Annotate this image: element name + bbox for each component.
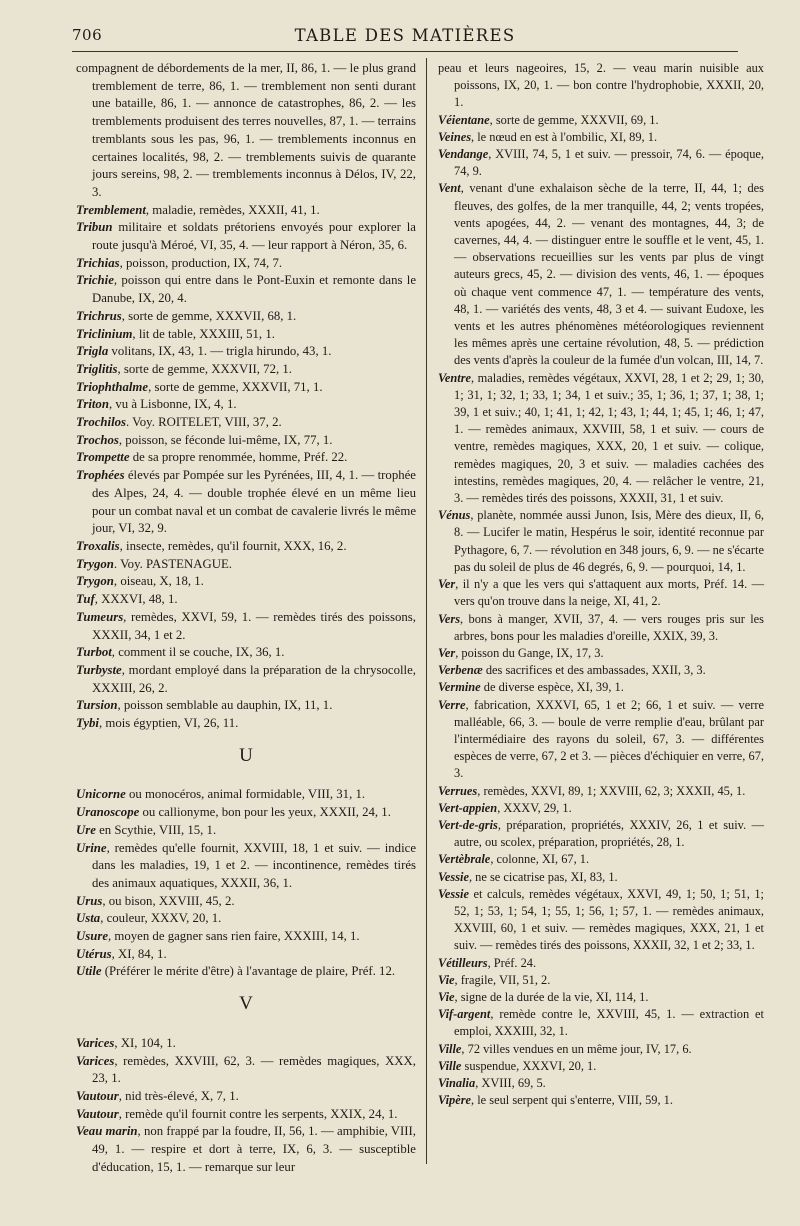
entry-headword: Varices: [76, 1035, 115, 1050]
entry-text: , sorte de gemme, XXXVII, 69, 1.: [489, 112, 659, 127]
entry-text: , sorte de gemme, XXXVII, 72, 1.: [117, 361, 292, 376]
entry-text: , oiseau, X, 18, 1.: [113, 574, 204, 589]
index-entry: [76, 556, 416, 574]
entry-text: , vu à Lisbonne, IX, 4, 1.: [108, 397, 237, 412]
index-entry: [438, 180, 764, 369]
entry-headword: Vert-appien: [438, 800, 498, 815]
entry-headword: Tribun: [76, 220, 113, 235]
entry-text: , remèdes, XXVIII, 62, 3. — remèdes magiques, XXX, 23, 1.: [92, 1053, 416, 1086]
entry-text: , remèdes, XXVI, 89, 1; XXVIII, 62, 3; XXXII, 45, 1.: [477, 783, 746, 798]
index-entry: [76, 910, 416, 928]
entry-headword: Trichias: [76, 255, 120, 270]
running-title: TABLE DES MATIÈRES: [294, 26, 516, 45]
entry-headword: Triophthalme: [76, 379, 149, 394]
left-column: [76, 60, 416, 1176]
entry-text: . Voy. PASTENAGUE.: [113, 556, 232, 571]
entry-text: , remède qu'il fournit contre les serpents, XXIX, 24, 1.: [118, 1106, 398, 1121]
entry-headword: Utérus: [76, 946, 112, 961]
entry-headword: Varices: [76, 1053, 115, 1068]
index-entry: [76, 326, 416, 344]
entry-text: , ne se cicatrise pas, XI, 83, 1.: [468, 869, 618, 884]
index-entry: [438, 800, 764, 817]
entry-headword: Vif-argent: [438, 1007, 491, 1022]
entry-text: des sacrifices et des ambassades, XXII, 3, 3.: [482, 663, 706, 678]
entry-text: , préparation, propriétés, XXXIV, 26, 1 et suiv. — autre, ou scolex, préparation, propriétés, 28, 1.: [454, 817, 764, 850]
entry-headword: Vert-de-gris: [438, 817, 498, 832]
index-entry: [76, 928, 416, 946]
entry-text: , remède contre le, XXVIII, 45, 1. — extraction et emploi, XXXIII, 32, 1.: [454, 1007, 764, 1039]
entry-headword: Verbenæ: [438, 663, 483, 678]
index-entry: [76, 697, 416, 715]
index-entry: [76, 432, 416, 450]
index-entry: [76, 946, 416, 964]
index-entry: [438, 851, 764, 868]
entry-text: , insecte, remèdes, qu'il fournit, XXX, 16, 2.: [119, 538, 347, 553]
index-entry: [438, 645, 764, 662]
entry-text: , mordant employé dans la préparation de la chrysocolle, XXXIII, 26, 2.: [92, 662, 416, 695]
entry-headword: Veines: [438, 129, 472, 144]
entry-headword: Troxalis: [76, 538, 120, 553]
entry-text: , comment il se couche, IX, 36, 1.: [111, 645, 285, 660]
index-entry: [438, 507, 764, 576]
entry-headword: Verrues: [438, 783, 478, 798]
index-entry: [438, 972, 764, 989]
entry-text: , poisson, production, IX, 74, 7.: [119, 255, 283, 270]
index-entry: [76, 786, 416, 804]
entry-headword: Tuf: [76, 592, 95, 607]
entry-headword: Vessie: [438, 869, 469, 884]
column-divider: [426, 58, 427, 1164]
entry-text: , lit de table, XXXIII, 51, 1.: [132, 326, 275, 341]
entry-text: en Scythie, VIII, 15, 1.: [95, 822, 217, 837]
entry-headword: Véientane: [438, 112, 490, 127]
entry-headword: Tybi: [76, 716, 99, 731]
entry-headword: Vautour: [76, 1106, 119, 1121]
entry-headword: Tursion: [76, 698, 118, 713]
entry-text: , XI, 104, 1.: [114, 1035, 176, 1050]
entry-text: , colonne, XI, 67, 1.: [490, 852, 590, 867]
right-column: [438, 60, 764, 1109]
entry-headword: Urine: [76, 840, 107, 855]
entry-text: , poisson qui entre dans le Pont-Euxin et remonte dans le Danube, IX, 20, 4.: [92, 273, 416, 306]
index-entry: [76, 272, 416, 307]
index-entry: [76, 1088, 416, 1106]
entry-text: , XVIII, 69, 5.: [475, 1075, 546, 1090]
index-entry: [438, 697, 764, 783]
entry-headword: Uranoscope: [76, 805, 140, 820]
index-entry: [438, 679, 764, 696]
entry-text: , mois égyptien, VI, 26, 11.: [98, 716, 239, 731]
index-entry: [76, 308, 416, 326]
entry-text: , planète, nommée aussi Junon, Isis, Mère des dieux, II, 6, 8. — Lucifer le matin, Hespérus le soir, identité reconnue par Pythagore, 6, 7. — révolution en 348 jours, 6, 9. — ne s'écarte pas du soleil de plus de 46 degrés, 6, 9. — pourquoi, 14, 1.: [454, 508, 764, 574]
entry-text: militaire et soldats prétoriens envoyés pour explorer la route jusqu'à Méroé, VI, 35, 4. — leur rapport à Néron, 35, 6.: [92, 220, 416, 253]
entry-headword: Utile: [76, 964, 102, 979]
entry-text: élevés par Pompée sur les Pyrénées, III, 4, 1. — trophée des Alpes, 24, 4. — double trophée élevé en un même lieu pour un combat naval et un combat de cavalerie livrés le même jour, VI, 32, 9.: [92, 468, 416, 536]
entry-headword: Trochilos: [76, 415, 127, 430]
index-entry: [438, 611, 764, 645]
section-letter: U: [239, 744, 253, 766]
entry-text: et calculs, remèdes végétaux, XXVI, 49, 1; 50, 1; 51, 1; 52, 1; 53, 1; 54, 1; 55, 1; 56, 1; 57, 1. — remèdes animaux, XXVIII, 60, 1 et suiv. — remèdes magiques, XXX, 21, 1 et suiv. — remèdes tirés des poissons, XXXII, 32, 1 et 2; 33, 1.: [454, 886, 764, 953]
entry-text: , le nœud en est à l'ombilic, XI, 89, 1.: [471, 129, 658, 144]
index-entry: [76, 379, 416, 397]
entry-headword: Ver: [438, 577, 456, 592]
index-entry: [76, 963, 416, 981]
entry-text: , maladie, remèdes, XXXII, 41, 1.: [145, 202, 320, 217]
entry-text: peau et leurs nageoires, 15, 2. — veau marin nuisible aux poissons, IX, 20, 1. — bon contre l'hydrophobie, XXXII, 20, 1.: [438, 61, 764, 110]
entry-text: , poisson du Gange, IX, 17, 3.: [455, 645, 604, 660]
index-entry: [76, 343, 416, 361]
entry-headword: Usure: [76, 929, 108, 944]
entry-headword: Ville: [438, 1058, 462, 1073]
index-entry: [76, 60, 416, 202]
index-entry: [76, 467, 416, 538]
entry-text: , poisson, se féconde lui-même, IX, 77, 1.: [118, 432, 333, 447]
section-letter: V: [239, 993, 253, 1015]
entry-headword: Vermine: [438, 680, 481, 695]
index-entry: [438, 370, 764, 508]
entry-text: suspendue, XXXVI, 20, 1.: [461, 1058, 597, 1073]
entry-headword: Ventre: [438, 370, 472, 385]
index-entry: [76, 1053, 416, 1088]
index-entry: [76, 414, 416, 432]
entry-headword: Trophées: [76, 468, 125, 483]
entry-text: , XI, 84, 1.: [111, 946, 167, 961]
entry-headword: Triclinium: [76, 326, 133, 341]
index-entry: [76, 662, 416, 697]
entry-headword: Trompette: [76, 450, 130, 465]
entry-text: , nid très-élevé, X, 7, 1.: [118, 1088, 239, 1103]
entry-headword: Urus: [76, 893, 103, 908]
header-rule: [72, 51, 738, 52]
index-entry: [438, 1092, 764, 1109]
index-entry: [76, 609, 416, 644]
entry-headword: Ure: [76, 822, 96, 837]
entry-text: , maladies, remèdes végétaux, XXVI, 28, 1 et 2; 29, 1; 30, 1; 31, 1; 32, 1; 33, 1; 34, 1 et suiv.; 35, 1; 36, 1; 37, 1; 38, 1; 39, 1 et suiv.; 40, 1; 41, 1; 42, 1; 43, 1; 44, 1; 45, 1; 46, 1; 47, 1. — remèdes animaux, XXVIII, 58, 1 et suiv. — cours de ventre, remèdes magiques, XXX, 20, 1 et suiv. — colique, remèdes magiques, 20, 3 et suiv. — maladies cachées des intestins, remèdes magiques, 20, 4. — relâcher le ventre, 21, 3. — remèdes tirés des poissons, XXXII, 31, 1 et suiv.: [454, 370, 764, 506]
entry-text: compagnent de débordements de la mer, II, 86, 1. — le plus grand tremblement de terre, 86, 1. — tremblement non senti durant une bataille, 86, 1. — annonce de catastrophes, 86, 2. — les tremblements produisent des terres nouvelles, 87, 1. — terrains tremblants sous les pas, 96, 1. — tremblements inconnus en certaines localités, 98, 2. — tremblements suivis de quarante jours sereins, 98, 2. — tremblements inconnus à Délos, IV, 22, 3.: [76, 61, 416, 199]
entry-text: , venant d'une exhalaison sèche de la terre, II, 44, 1; des fleuves, des golfes, de la mer tranquille, 44, 2; vents tropées, vents apogées, 44, 2. — venant des montagnes, 44, 3; de cavernes, 44, 4. — distinguer entre le souffle et le vent, 45, 1. — observations recueillies sur les vents par plus de vingt auteurs grecs, 45, 2. — division des vents, 46, 1. — époques où chaque vent commence 47, 1. — température des vents, 48, 1. — variétés des vents, 48, 3 et 4. — suivant Eudoxe, les vents et les autres phénomènes météorologiques reviennent les mêmes après une certaine révolution, 48, 5. — prédiction des vents d'après la couleur de la fumée d'un volcan, III, 14, 7.: [454, 181, 764, 368]
index-entry: [76, 449, 416, 467]
index-entry: [76, 893, 416, 911]
entry-text: , Préf. 24.: [487, 955, 537, 970]
entry-headword: Vie: [438, 972, 455, 987]
index-entry: [76, 1123, 416, 1176]
entry-text: , sorte de gemme, XXXVII, 71, 1.: [148, 379, 323, 394]
index-entry: [76, 361, 416, 379]
entry-headword: Trygon: [76, 556, 114, 571]
index-entry: [438, 817, 764, 851]
entry-headword: Trygon: [76, 574, 114, 589]
entry-headword: Vent: [438, 181, 461, 196]
index-entry: [438, 112, 764, 129]
entry-headword: Vie: [438, 989, 455, 1004]
entry-text: , XXXV, 29, 1.: [497, 800, 572, 815]
entry-text: de diverse espèce, XI, 39, 1.: [480, 680, 624, 695]
entry-headword: Triton: [76, 397, 109, 412]
entry-headword: Trichie: [76, 273, 114, 288]
index-entry: [438, 1006, 764, 1040]
entry-headword: Verre: [438, 697, 466, 712]
entry-text: , remèdes, XXVI, 59, 1. — remèdes tirés des poissons, XXXII, 34, 1 et 2.: [92, 609, 416, 642]
entry-text: de sa propre renommée, homme, Préf. 22.: [129, 450, 348, 465]
entry-text: ou monocéros, animal formidable, VIII, 31, 1.: [125, 787, 366, 802]
index-entry: [438, 60, 764, 112]
index-entry: [76, 255, 416, 273]
entry-text: , remèdes qu'elle fournit, XXVIII, 18, 1 et suiv. — indice dans les maladies, 19, 1 et 2. — incontinence, remèdes tirés des animaux aquatiques, XXXII, 36, 1.: [92, 840, 416, 890]
index-entry: [438, 783, 764, 800]
entry-headword: Veau marin: [76, 1124, 138, 1139]
index-entry: [76, 840, 416, 893]
entry-text: , XVIII, 74, 5, 1 et suiv. — pressoir, 74, 6. — époque, 74, 9.: [454, 147, 764, 179]
entry-headword: Vénus: [438, 508, 471, 523]
index-entry: [438, 662, 764, 679]
page-header: [72, 26, 738, 52]
index-entry: [76, 538, 416, 556]
entry-headword: Unicorne: [76, 787, 126, 802]
page-number: 706: [72, 26, 103, 44]
entry-text: , signe de la durée de la vie, XI, 114, 1.: [454, 989, 649, 1004]
index-entry: [76, 804, 416, 822]
index-entry: [438, 1041, 764, 1058]
index-entry: [438, 1058, 764, 1075]
entry-headword: Tumeurs: [76, 609, 124, 624]
entry-headword: Vétilleurs: [438, 955, 488, 970]
entry-text: , sorte de gemme, XXXVII, 68, 1.: [121, 308, 297, 323]
entry-text: , XXXVI, 48, 1.: [94, 592, 178, 607]
entry-headword: Vessie: [438, 886, 469, 901]
index-entry: [76, 1106, 416, 1124]
index-entry: [76, 715, 416, 733]
entry-text: , 72 villes vendues en un même jour, IV, 17, 6.: [461, 1041, 692, 1056]
entry-headword: Usta: [76, 911, 101, 926]
entry-headword: Vendange: [438, 147, 489, 162]
entry-headword: Trochos: [76, 432, 119, 447]
entry-headword: Vautour: [76, 1088, 119, 1103]
entry-headword: Triglitis: [76, 361, 118, 376]
index-entry: [76, 822, 416, 840]
entry-text: , le seul serpent qui s'enterre, VIII, 59, 1.: [471, 1093, 673, 1108]
entry-headword: Vertèbrale: [438, 852, 491, 867]
entry-headword: Vinalia: [438, 1075, 476, 1090]
entry-text: , fragile, VII, 51, 2.: [454, 972, 551, 987]
entry-headword: Vipère: [438, 1093, 472, 1108]
entry-text: , couleur, XXXV, 20, 1.: [100, 911, 222, 926]
index-entry: [438, 955, 764, 972]
entry-headword: Turbyste: [76, 662, 122, 677]
entry-text: , ou bison, XXVIII, 45, 2.: [102, 893, 235, 908]
index-entry: [438, 576, 764, 610]
entry-text: , moyen de gagner sans rien faire, XXXIII, 14, 1.: [108, 929, 360, 944]
entry-headword: Ver: [438, 645, 456, 660]
entry-headword: Turbot: [76, 645, 112, 660]
entry-text: , poisson semblable au dauphin, IX, 11, 1.: [117, 698, 333, 713]
index-entry: [76, 219, 416, 254]
index-entry: [76, 1035, 416, 1053]
entry-text: volitans, IX, 43, 1. — trigla hirundo, 43, 1.: [108, 344, 332, 359]
index-entry: [76, 202, 416, 220]
index-entry: [76, 591, 416, 609]
index-entry: [76, 573, 416, 591]
entry-text: , non frappé par la foudre, II, 56, 1. — amphibie, VIII, 49, 1. — respire et dort à terre, IX, 6, 3. — susceptible d'éducation, 15, 1. — remarque sur leur: [92, 1124, 416, 1174]
entry-text: ou callionyme, bon pour les yeux, XXXII, 24, 1.: [139, 805, 391, 820]
entry-text: , fabrication, XXXVI, 65, 1 et 2; 66, 1 et suiv. — verre malléable, 66, 3. — boule de verre remplie d'eau, brûlant par l'intermédiaire des rayons du soleil, 67, 3. — différentes espèces de verre, 67, 2 et 3. — pièces d'échiquier en verre, 67, 3.: [454, 697, 764, 781]
entry-text: (Préférer le mérite d'être) à l'avantage de plaire, Préf. 12.: [101, 964, 396, 979]
entry-headword: Ville: [438, 1041, 462, 1056]
index-entry: [438, 1075, 764, 1092]
entry-headword: Tremblement: [76, 202, 146, 217]
entry-headword: Trigla: [76, 344, 109, 359]
entry-text: . Voy. ROITELET, VIII, 37, 2.: [126, 415, 282, 430]
entry-headword: Vers: [438, 611, 461, 626]
index-entry: [76, 396, 416, 414]
entry-text: , bons à manger, XVII, 37, 4. — vers rouges pris sur les arbres, bons pour les maladies d'oreille, XXIX, 39, 3.: [454, 611, 764, 643]
index-entry: [438, 146, 764, 180]
index-entry: [76, 644, 416, 662]
index-entry: [438, 989, 764, 1006]
index-entry: [438, 869, 764, 886]
index-entry: [438, 129, 764, 146]
entry-headword: Trichrus: [76, 308, 122, 323]
index-entry: [438, 886, 764, 955]
entry-text: , il n'y a que les vers qui s'attaquent aux morts, Préf. 14. — vers qu'on trouve dans la neige, XI, 41, 2.: [454, 577, 764, 609]
